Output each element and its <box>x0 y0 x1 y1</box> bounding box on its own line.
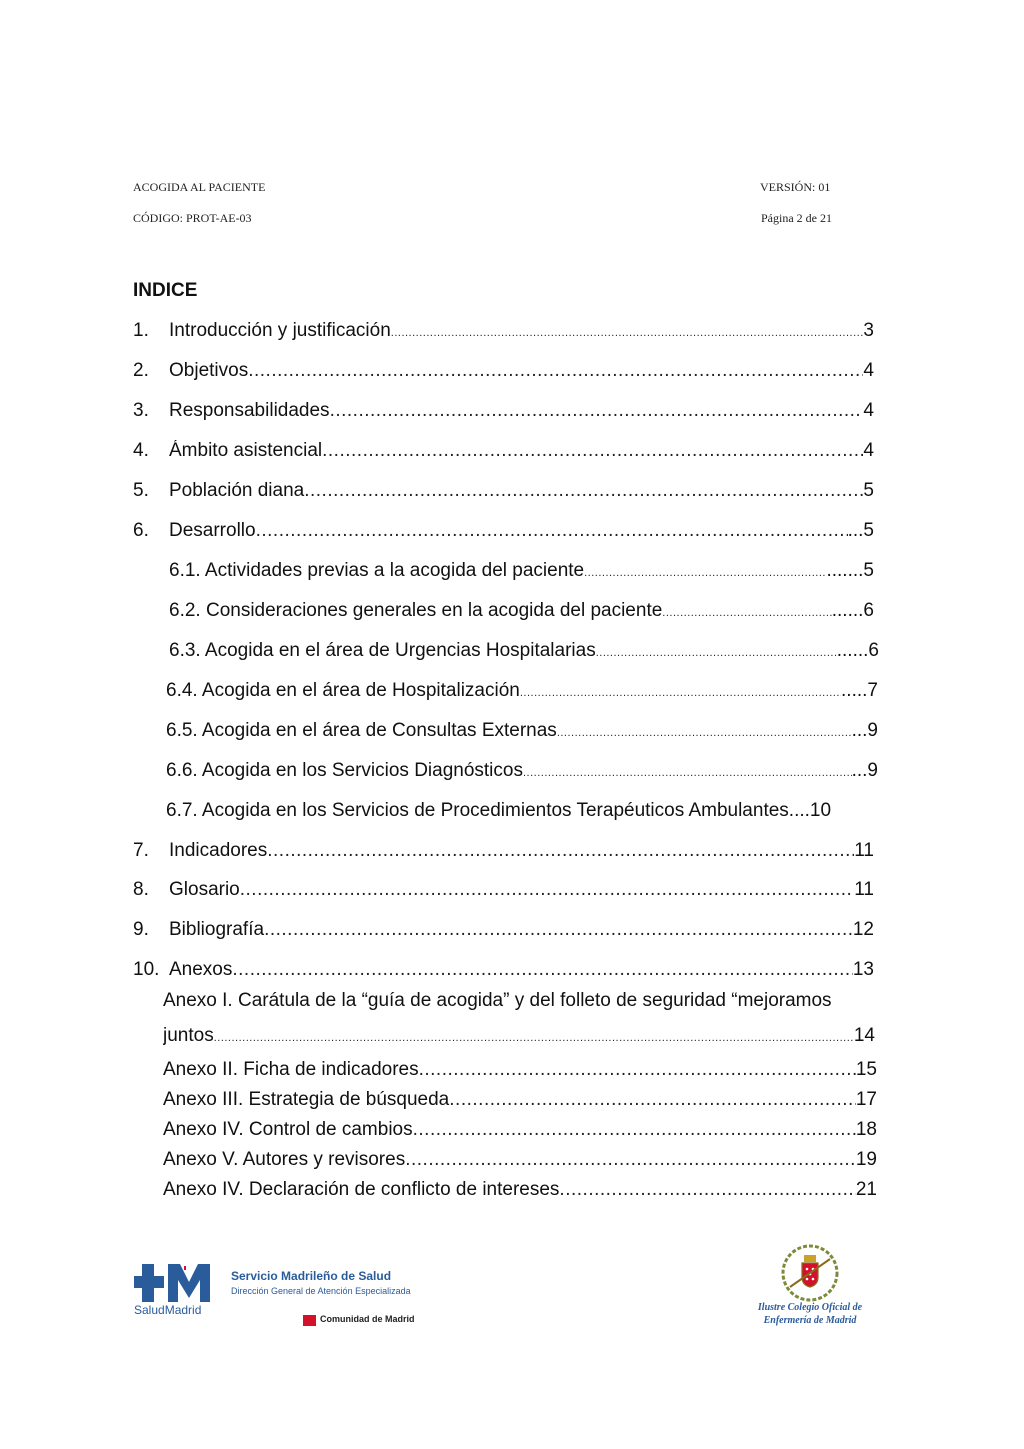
toc-entry[interactable] <box>133 320 874 342</box>
toc-leader <box>419 1059 856 1081</box>
sms-name: Servicio Madrileño de Salud <box>231 1269 392 1283</box>
toc-number: 6. <box>133 520 149 541</box>
toc-text: Bibliografía <box>169 919 265 940</box>
annex-entry[interactable] <box>163 990 903 1012</box>
toc-subentry[interactable] <box>166 680 878 702</box>
toc-leader <box>584 567 826 579</box>
toc-text: Anexos <box>169 959 233 980</box>
toc-leader <box>557 727 852 739</box>
toc-entry[interactable] <box>133 400 874 422</box>
annex-entry[interactable] <box>163 1119 877 1141</box>
toc-number: 1. <box>133 320 149 341</box>
toc-page: ...9 <box>851 760 878 781</box>
toc-subentry[interactable] <box>169 560 874 582</box>
annex-page: 17 <box>855 1089 877 1110</box>
toc-leader <box>330 400 864 422</box>
colegio-emblem-icon <box>776 1241 844 1303</box>
toc-entry[interactable] <box>133 480 874 502</box>
toc-entry[interactable] <box>133 919 874 941</box>
toc-leader <box>240 879 855 901</box>
toc-leader <box>391 327 864 339</box>
toc-number: 8. <box>133 879 149 900</box>
toc-subentry[interactable] <box>166 720 878 742</box>
toc-entry[interactable] <box>133 520 874 542</box>
annex-entry[interactable] <box>163 1089 877 1111</box>
toc-text: 6.6. Acogida en los Servicios Diagnósticos <box>166 760 523 781</box>
index-heading: INDICE <box>133 280 198 301</box>
toc-number: 10. <box>133 959 160 980</box>
toc-leader <box>413 1119 856 1141</box>
toc-number: 3. <box>133 400 149 421</box>
annex-text: Anexo I. Carátula de la “guía de acogida” y del folleto de seguridad “mejoramos <box>163 990 832 1011</box>
annex-entry[interactable] <box>163 1149 877 1171</box>
toc-page: ......6 <box>836 640 879 661</box>
toc-leader <box>596 647 837 659</box>
toc-page: ....10 <box>788 800 832 821</box>
toc-text: 6.3. Acogida en el área de Urgencias Hospitalarias <box>169 640 596 661</box>
toc-text: Ámbito asistencial <box>169 440 323 461</box>
annex-text: Anexo IV. Control de cambios <box>163 1119 413 1140</box>
toc-page: 11 <box>854 879 874 900</box>
toc-leader <box>304 480 863 502</box>
doc-header-page: Página 2 de 21 <box>761 211 832 225</box>
toc-text: 6.4. Acogida en el área de Hospitalización <box>166 680 520 701</box>
annex-page: 18 <box>855 1119 877 1140</box>
toc-leader <box>214 1032 854 1044</box>
doc-header-code: CÓDIGO: PROT-AE-03 <box>133 211 252 225</box>
toc-leader <box>267 840 854 862</box>
toc-entry[interactable] <box>133 959 874 981</box>
annex-text: juntos <box>163 1025 214 1046</box>
toc-text: Indicadores <box>169 840 268 861</box>
toc-text: Población diana <box>169 480 305 501</box>
toc-entry[interactable] <box>133 879 874 901</box>
annex-page: 15 <box>855 1059 877 1080</box>
toc-number: 9. <box>133 919 149 940</box>
toc-leader <box>405 1149 856 1171</box>
annex-entry[interactable] <box>163 1059 877 1081</box>
annex-page: 19 <box>855 1149 877 1170</box>
annex-page: 21 <box>855 1179 877 1200</box>
toc-page: ...5 <box>847 520 874 541</box>
toc-text: 6.2. Consideraciones generales en la acogida del paciente <box>169 600 663 621</box>
toc-page: 4 <box>863 440 874 461</box>
annex-text: Anexo V. Autores y revisores <box>163 1149 406 1170</box>
toc-leader <box>523 767 852 779</box>
toc-leader <box>256 520 848 542</box>
annex-text: Anexo III. Estrategia de búsqueda <box>163 1089 450 1110</box>
annex-entry[interactable] <box>163 1179 877 1201</box>
toc-leader <box>322 440 863 462</box>
toc-text: Responsabilidades <box>169 400 330 421</box>
doc-header-version: VERSIÓN: 01 <box>760 180 831 194</box>
colegio-name-line1: Ilustre Colegio Oficial de <box>757 1302 863 1313</box>
toc-text: Glosario <box>169 879 240 900</box>
toc-page: 4 <box>863 360 874 381</box>
toc-number: 7. <box>133 840 149 861</box>
toc-page: .....7 <box>841 680 878 701</box>
toc-entry[interactable] <box>133 360 874 382</box>
toc-leader <box>520 687 841 699</box>
toc-leader <box>559 1179 855 1201</box>
toc-page: 13 <box>852 959 874 980</box>
toc-text: Objetivos <box>169 360 249 381</box>
toc-page: 12 <box>852 919 874 940</box>
comunidad-madrid-text: Comunidad de Madrid <box>320 1314 415 1324</box>
annex-text: Anexo IV. Declaración de conflicto de intereses <box>163 1179 560 1200</box>
toc-page: .......5 <box>826 560 874 581</box>
toc-page: 11 <box>854 840 874 861</box>
colegio-name-line2: Enfermería de Madrid <box>763 1315 857 1326</box>
toc-subentry[interactable] <box>169 600 874 622</box>
comunidad-flag-icon <box>303 1315 316 1326</box>
toc-entry[interactable] <box>133 440 874 462</box>
toc-number: 2. <box>133 360 149 381</box>
toc-text: 6.7. Acogida en los Servicios de Procedimientos Terapéuticos Ambulantes <box>166 800 789 821</box>
toc-leader <box>449 1089 856 1111</box>
toc-page: 3 <box>863 320 874 341</box>
toc-page: 5 <box>863 480 874 501</box>
toc-subentry[interactable] <box>169 640 879 662</box>
doc-header-title: ACOGIDA AL PACIENTE <box>133 180 266 194</box>
toc-text: Introducción y justificación <box>169 320 391 341</box>
toc-number: 4. <box>133 440 149 461</box>
toc-leader <box>248 360 863 382</box>
toc-leader <box>662 607 831 619</box>
annex-entry[interactable] <box>163 1025 875 1047</box>
toc-page: ......6 <box>831 600 874 621</box>
annex-page: 14 <box>853 1025 875 1046</box>
toc-page: 4 <box>863 400 874 421</box>
toc-subentry[interactable] <box>166 800 878 822</box>
toc-text: 6.5. Acogida en el área de Consultas Externas <box>166 720 557 741</box>
toc-text: 6.1. Actividades previas a la acogida del paciente <box>169 560 585 581</box>
annex-text: Anexo II. Ficha de indicadores <box>163 1059 419 1080</box>
salud-madrid-text: SaludMadrid <box>134 1303 202 1317</box>
toc-page: ...9 <box>851 720 878 741</box>
toc-leader <box>264 919 853 941</box>
toc-text: Desarrollo <box>169 520 256 541</box>
toc-entry[interactable] <box>133 840 874 862</box>
toc-number: 5. <box>133 480 149 501</box>
toc-subentry[interactable] <box>166 760 878 782</box>
sms-subtitle: Dirección General de Atención Especializada <box>231 1286 411 1296</box>
toc-leader <box>232 959 852 981</box>
